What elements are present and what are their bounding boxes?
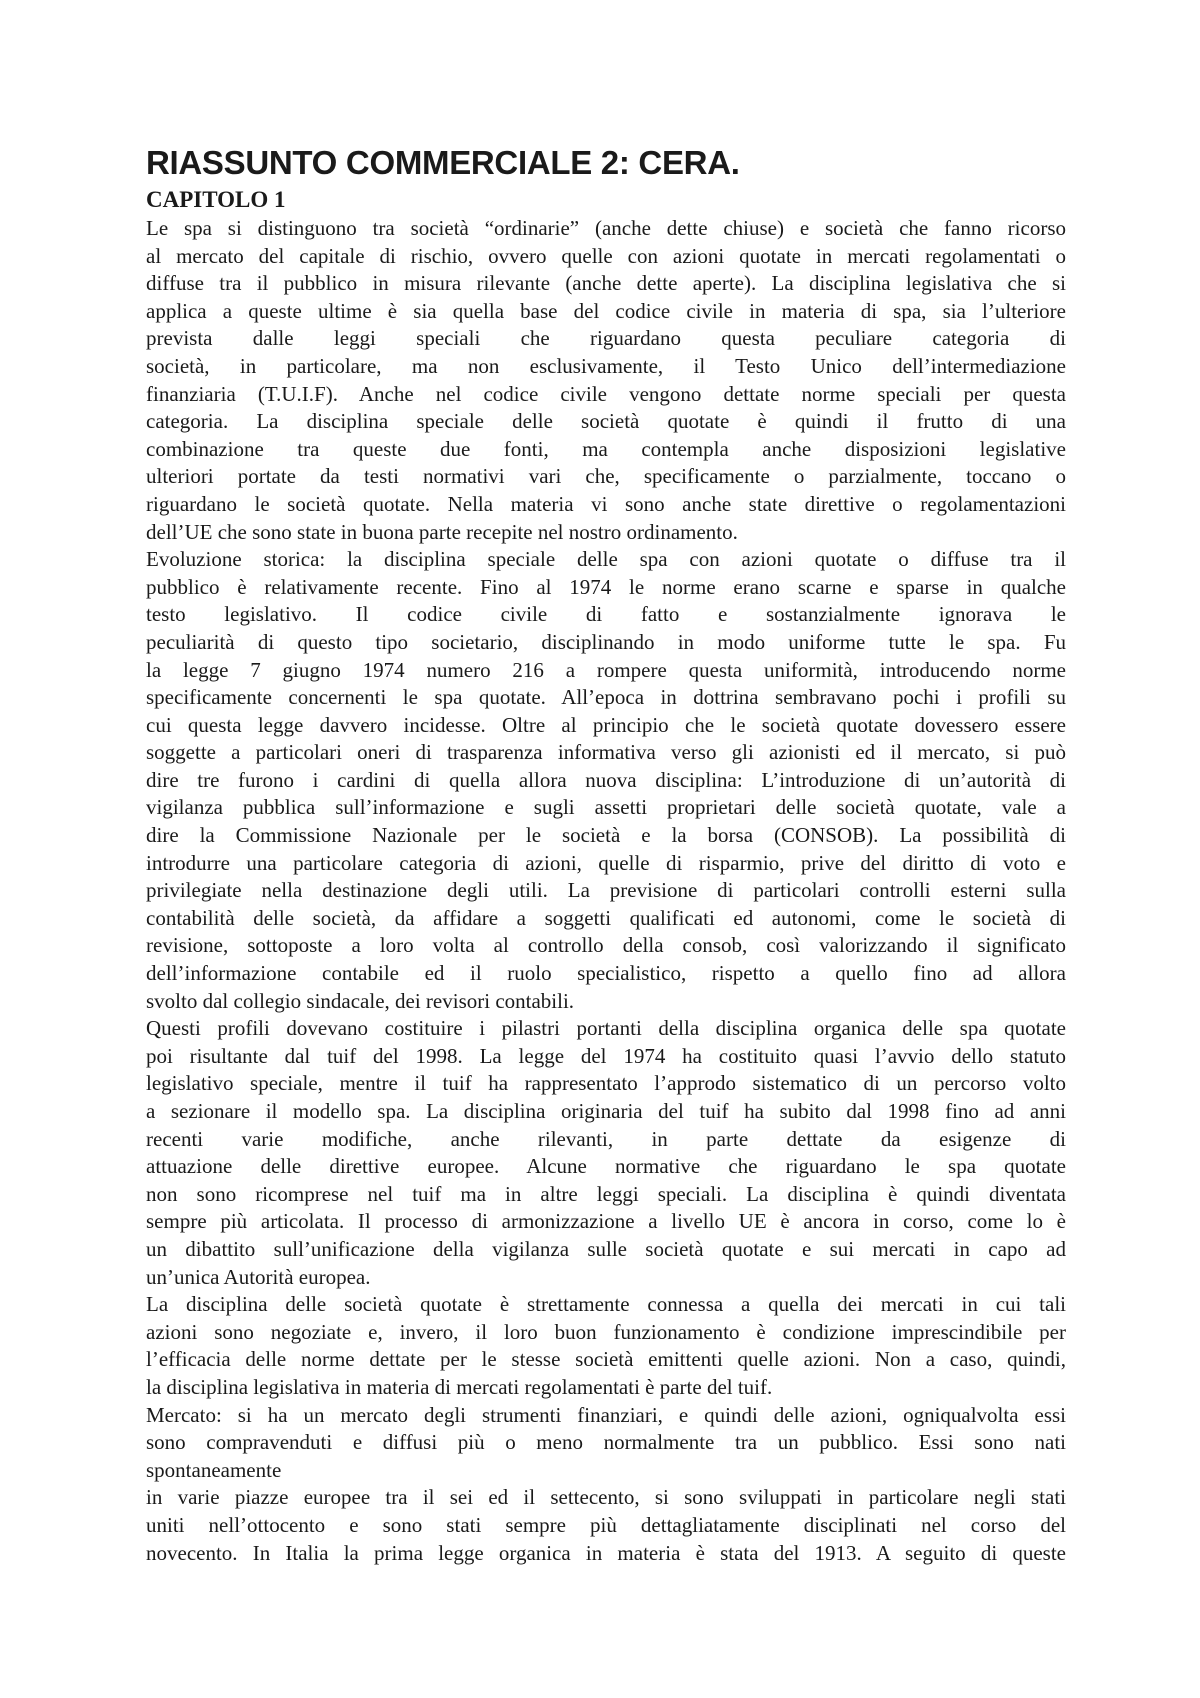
body-line: peculiarità di questo tipo societario, disciplinando in modo uniforme tutte le spa. Fu — [146, 629, 1066, 654]
document-title: RIASSUNTO COMMERCIALE 2: CERA. — [146, 144, 740, 181]
body-line: riguardano le società quotate. Nella materia vi sono anche state direttive o regolamentazioni — [146, 491, 1066, 516]
document-body — [146, 215, 1066, 1567]
body-line: combinazione tra queste due fonti, ma contempla anche disposizioni legislative — [146, 436, 1066, 461]
body-line: in varie piazze europee tra il sei ed il settecento, si sono sviluppati in particolare negli stati — [146, 1485, 1066, 1510]
body-line: novecento. In Italia la prima legge organica in materia è stata del 1913. A seguito di queste — [146, 1540, 1066, 1565]
body-line: prevista dalle leggi speciali che riguardano questa peculiare categoria di — [146, 326, 1066, 351]
body-line: applica a queste ultime è sia quella base del codice civile in materia di spa, sia l’ulteriore — [146, 298, 1066, 323]
body-line: la legge 7 giugno 1974 numero 216 a rompere questa uniformità, introducendo norme — [146, 657, 1066, 682]
body-line: spontaneamente — [146, 1457, 282, 1482]
body-line: poi risultante dal tuif del 1998. La legge del 1974 ha costituito quasi l’avvio dello statuto — [146, 1043, 1066, 1068]
body-line: ulteriori portate da testi normativi vari che, specificamente o parzialmente, toccano o — [146, 464, 1066, 489]
body-line: La disciplina delle società quotate è strettamente connessa a quella dei mercati in cui tali — [146, 1292, 1066, 1317]
body-line: testo legislativo. Il codice civile di fatto e sostanzialmente ignorava le — [146, 602, 1066, 627]
body-line: a sezionare il modello spa. La disciplina originaria del tuif ha subito dal 1998 fino ad anni — [146, 1099, 1066, 1123]
body-line: vigilanza pubblica sull’informazione e sugli assetti proprietari delle società quotate, vale a — [146, 795, 1066, 820]
body-line: finanziaria (T.U.I.F). Anche nel codice civile vengono dettate norme speciali per questa — [146, 381, 1066, 406]
body-line: introdurre una particolare categoria di azioni, quelle di risparmio, prive del diritto di voto e — [146, 850, 1066, 875]
body-line: cui questa legge davvero incidesse. Oltre al principio che le società quotate dovessero essere — [146, 712, 1066, 737]
body-line: dell’informazione contabile ed il ruolo specialistico, rispetto a quello fino ad allora — [146, 961, 1066, 986]
body-line: Evoluzione storica: la disciplina speciale delle spa con azioni quotate o diffuse tra il — [146, 547, 1066, 572]
body-line: Le spa si distinguono tra società “ordinarie” (anche dette chiuse) e società che fanno ricorso — [146, 216, 1066, 240]
body-line: contabilità delle società, da affidare a soggetti qualificati ed autonomi, come le società di — [146, 905, 1066, 930]
body-line: sono compravenduti e diffusi più o meno normalmente tra un pubblico. Essi sono nati — [146, 1430, 1066, 1455]
body-line: recenti varie modifiche, anche rilevanti, in parte dettate da esigenze di — [146, 1126, 1066, 1151]
body-line: società, in particolare, ma non esclusivamente, il Testo Unico dell’intermediazione — [146, 353, 1066, 378]
body-line: svolto dal collegio sindacale, dei revisori contabili. — [146, 988, 575, 1013]
chapter-heading: CAPITOLO 1 — [146, 187, 286, 212]
body-line: dire la Commissione Nazionale per le società e la borsa (CONSOB). La possibilità di — [146, 823, 1066, 848]
body-line: categoria. La disciplina speciale delle società quotate è quindi il frutto di una — [146, 409, 1066, 434]
body-line: non sono ricomprese nel tuif ma in altre leggi speciali. La disciplina è quindi diventata — [146, 1181, 1066, 1206]
body-line: attuazione delle direttive europee. Alcune normative che riguardano le spa quotate — [146, 1154, 1066, 1179]
document-page — [146, 143, 1066, 1567]
body-line: dell’UE che sono state in buona parte recepite nel nostro ordinamento. — [146, 519, 738, 544]
body-line: dire tre furono i cardini di quella allora nuova disciplina: L’introduzione di un’autorità di — [146, 767, 1066, 792]
body-line: Mercato: si ha un mercato degli strumenti finanziari, e quindi delle azioni, ogniqualvolta essi — [146, 1402, 1066, 1427]
body-line: revisione, sottoposte a loro volta al controllo della consob, così valorizzando il significato — [146, 933, 1066, 958]
body-line: l’efficacia delle norme dettate per le stesse società emittenti quelle azioni. Non a caso, quindi, — [146, 1347, 1066, 1372]
body-line: diffuse tra il pubblico in misura rilevante (anche dette aperte). La disciplina legislativa che si — [146, 271, 1066, 296]
body-line: uniti nell’ottocento e sono stati sempre più dettagliatamente disciplinati nel corso del — [146, 1512, 1066, 1537]
body-line: Questi profili dovevano costituire i pilastri portanti della disciplina organica delle spa quotate — [146, 1016, 1066, 1041]
body-line: al mercato del capitale di rischio, ovvero quelle con azioni quotate in mercati regolamentati o — [146, 243, 1066, 268]
body-line: un dibattito sull’unificazione della vigilanza sulle società quotate e sui mercati in capo ad — [146, 1236, 1066, 1261]
body-line: la disciplina legislativa in materia di mercati regolamentati è parte del tuif. — [146, 1374, 773, 1399]
body-line: sempre più articolata. Il processo di armonizzazione a livello UE è ancora in corso, come lo è — [146, 1209, 1066, 1234]
body-line: specificamente concernenti le spa quotate. All’epoca in dottrina sembravano pochi i profili su — [146, 685, 1066, 710]
body-line: soggette a particolari oneri di trasparenza informativa verso gli azionisti ed il mercato, si può — [146, 740, 1066, 765]
body-line: privilegiate nella destinazione degli utili. La previsione di particolari controlli esterni sulla — [146, 878, 1066, 903]
body-line: pubblico è relativamente recente. Fino al 1974 le norme erano scarne e sparse in qualche — [146, 574, 1066, 599]
body-line: legislativo speciale, mentre il tuif ha rappresentato l’approdo sistematico di un percorso volto — [146, 1071, 1066, 1096]
body-line: azioni sono negoziate e, invero, il loro buon funzionamento è condizione imprescindibile per — [146, 1319, 1066, 1344]
body-line: un’unica Autorità europea. — [146, 1264, 371, 1289]
